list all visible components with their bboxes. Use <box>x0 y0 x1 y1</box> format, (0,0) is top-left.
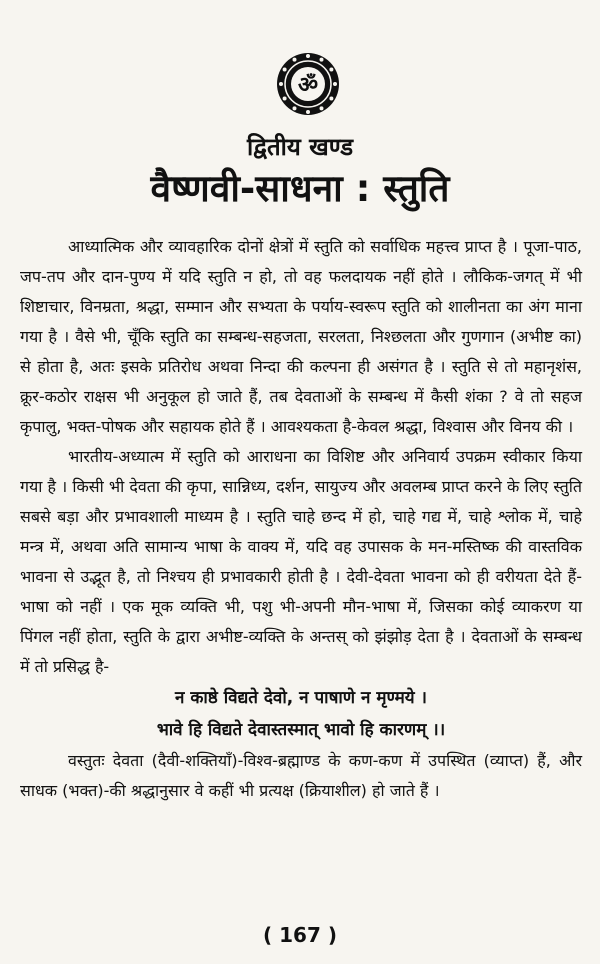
page-title: वैष्णवी-साधना : स्तुति <box>150 167 450 210</box>
verse-line-1: न काष्ठे विद्यते देवो, न पाषाणे न मृण्मये । <box>174 688 427 708</box>
verse-line-2: भावे हि विद्यते देवास्तस्मात् भावो हि कारणम् ।। <box>156 720 446 740</box>
paragraph-1: आध्यात्मिक और व्यावहारिक दोनों क्षेत्रों में स्तुति को सर्वाधिक महत्त्व प्राप्त है । पूजा-पाठ, जप-तप और दान-पुण्य में यदि स्तुति न हो, तो वह फलदायक नहीं होते । लौकिक-जगत् में भी शिष्टाचार, विनम्रता, श्रद्धा, सम्मान और सभ्यता के पर्याय-स्वरूप स्तुति को शालीनता का अंग माना गया है । वैसे भी, चूँकि स्तुति का सम्बन्ध-सहजता, सरलता, निश्छलता और गुणगान (अभीष्ट का) से होता है, अतः इसके प्रतिरोध अथवा निन्दा की कल्पना ही असंगत है । स्तुति से तो महानृशंस, क्रूर-कठोर राक्षस भी अनुकूल हो जाते हैं, तब देवताओं के सम्बन्ध में कैसी शंका ? वे तो सहज कृपालु, भक्त-पोषक और सहायक होते हैं । आवश्यकता है-केवल श्रद्धा, विश्वास और विनय की । <box>20 237 582 436</box>
paragraph-2: भारतीय-अध्यात्म में स्तुति को आराधना का विशिष्ट और अनिवार्य उपक्रम स्वीकार किया गया है । किसी भी देवता की कृपा, सान्निध्य, दर्शन, सायुज्य और अवलम्ब प्राप्त करने के लिए स्तुति सबसे बड़ा और प्रभावशाली माध्यम है । स्तुति चाहे छन्द में हो, चाहे गद्य में, चाहे श्लोक में, चाहे मन्त्र में, अथवा अति सामान्य भाषा के वाक्य में, यदि वह उपासक के मन-मस्तिष्क की वास्तविक भावना से उद्भूत है, तो निश्चय ही प्रभावकारी होती है । देवी-देवता भावना को ही वरीयता देते हैं-भाषा को नहीं । एक मूक व्यक्ति भी, पशु भी-अपनी मौन-भाषा में, जिसका कोई व्याकरण या पिंगल नहीं होता, स्तुति के द्वारा अभीष्ट-व्यक्ति के अन्तस् को झंझोड़ देता है । देवताओं के सम्बन्ध में तो प्रसिद्ध है- <box>20 447 582 676</box>
sanskrit-verse <box>20 682 582 746</box>
section-label: द्वितीय खण्ड <box>246 133 354 161</box>
om-glyph: ॐ <box>297 73 319 98</box>
paragraph-3: वस्तुतः देवता (दैवी-शक्तियाँ)-विश्व-ब्रह्माण्ड के कण-कण में उपस्थित (व्याप्त) हैं, और साधक (भक्त)-की श्रद्धानुसार वे कहीं भी प्रत्यक्ष (क्रियाशील) हो जाते हैं । <box>20 751 582 800</box>
body-text <box>20 232 582 806</box>
page-number: ( 167 ) <box>263 923 337 947</box>
om-mandala-icon <box>276 52 340 116</box>
